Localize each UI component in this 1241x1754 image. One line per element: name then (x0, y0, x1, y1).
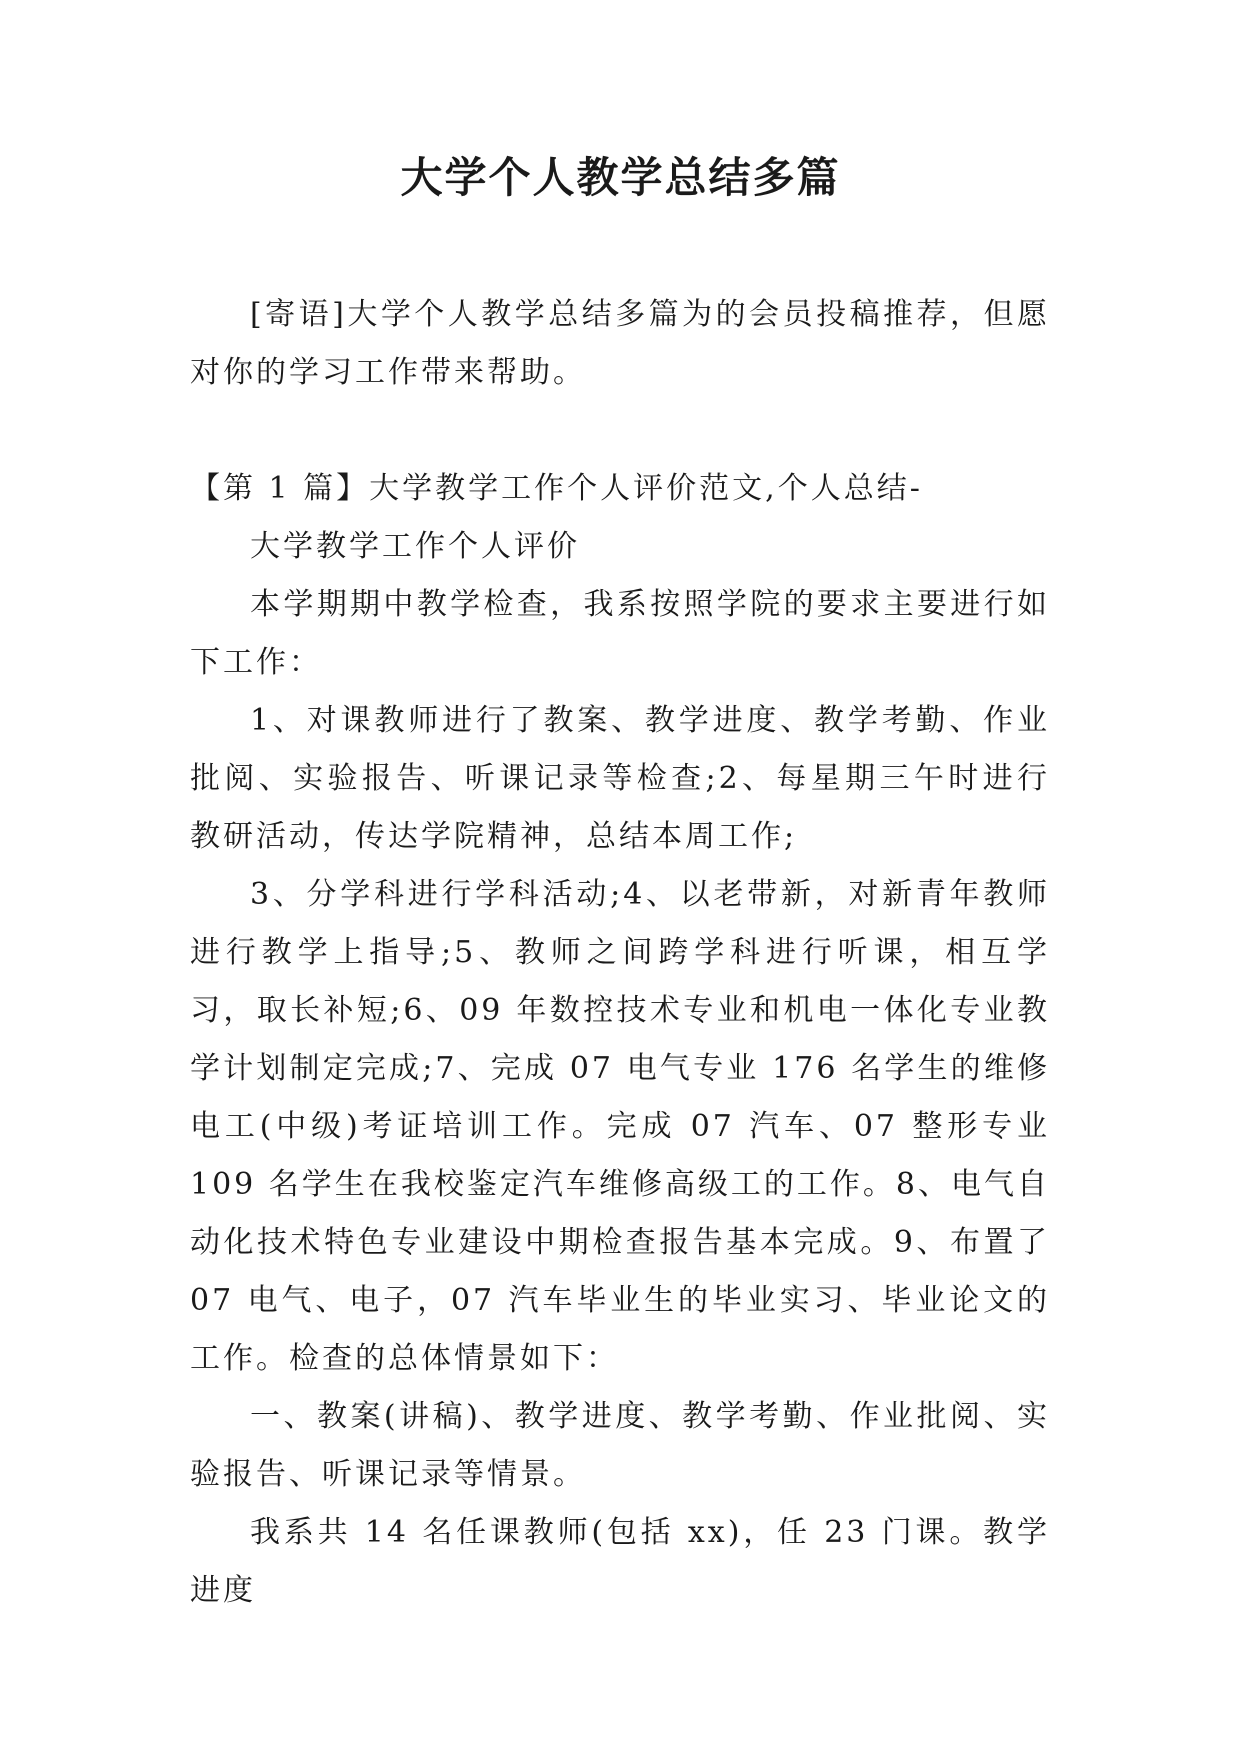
document-body (190, 286, 1050, 1620)
preface-paragraph: [寄语]大学个人教学总结多篇为的会员投稿推荐，但愿对你的学习工作带来帮助。 (190, 297, 1050, 390)
body-paragraph: 我系共 14 名任课教师(包括 xx)，任 23 门课。教学进度 (190, 1515, 1050, 1608)
body-paragraph: 1、对课教师进行了教案、教学进度、教学考勤、作业批阅、实验报告、听课记录等检查;2、每星期三午时进行教研活动，传达学院精神，总结本周工作; (190, 703, 1050, 854)
body-paragraph: 一、教案(讲稿)、教学进度、教学考勤、作业批阅、实验报告、听课记录等情景。 (190, 1399, 1050, 1492)
body-paragraph: 3、分学科进行学科活动;4、以老带新，对新青年教师进行教学上指导;5、教师之间跨学科进行听课，相互学习，取长补短;6、09 年数控技术专业和机电一体化专业教学计划制定完成;7、完成 07 电气专业 176 名学生的维修电工(中级)考证培训工作。完成 07 汽车、07 整形专业 109 名学生在我校鉴定汽车维修高级工的工作。8、电气自动化技术特色专业建设中期检查报告基本完成。9、布置了 07 电气、电子，07 汽车毕业生的毕业实习、毕业论文的工作。检查的总体情景如下： (190, 877, 1050, 1376)
document-title: 大学个人教学总结多篇 (400, 153, 841, 202)
section-subtitle: 大学教学工作个人评价 (250, 529, 580, 564)
body-paragraph: 本学期期中教学检查，我系按照学院的要求主要进行如下工作： (190, 587, 1050, 680)
section-heading: 【第 1 篇】大学教学工作个人评价范文,个人总结- (190, 471, 923, 506)
